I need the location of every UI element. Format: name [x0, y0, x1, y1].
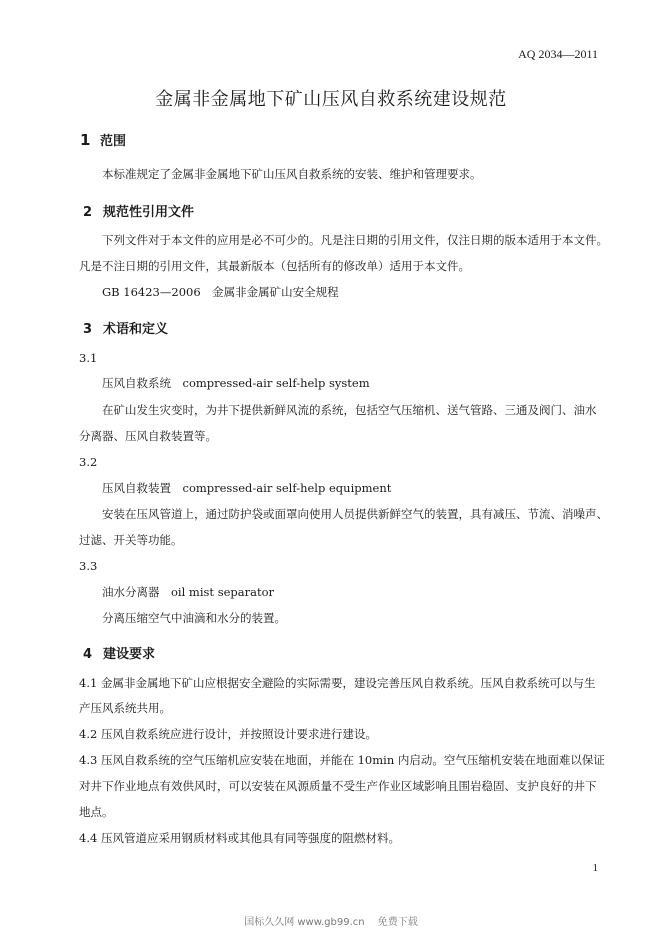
term-title: 压风自救装置 compressed-air self-help equipment — [102, 481, 392, 495]
term-definition-line: 分离器、压风自救装置等。 — [79, 429, 217, 443]
section-number: 2 — [83, 205, 93, 220]
term-number: 3.2 — [79, 455, 98, 469]
requirement-line: 4.2 压风自救系统应进行设计，并按照设计要求进行建设。 — [79, 727, 377, 741]
standard-number: AQ 2034—2011 — [518, 47, 598, 61]
term-definition-line: 过滤、开关等功能。 — [79, 533, 183, 547]
term-title: 油水分离器 oil mist separator — [102, 585, 275, 599]
section-heading-4 — [83, 643, 155, 662]
section-number: 4 — [83, 647, 93, 662]
page-title: 金属非金属地下矿山压风自救系统建设规范 — [155, 89, 507, 110]
section-title: 建设要求 — [103, 647, 156, 662]
watermark-footer: 国标久久网 www.gb99.cn 免费下载 — [244, 917, 418, 928]
requirement-line: 4.1 金属非金属地下矿山应根据安全避险的实际需要，建设完善压风自救系统。压风自救系统可以与生 — [79, 676, 596, 690]
section-heading-3 — [83, 318, 168, 337]
term-number: 3.1 — [79, 351, 98, 365]
term-definition-line: 安装在压风管道上，通过防护袋或面罩向使用人员提供新鲜空气的装置，具有减压、节流、消噪声、 — [102, 507, 608, 521]
section-title: 规范性引用文件 — [103, 205, 195, 220]
section-number: 3 — [83, 322, 93, 337]
section-heading-1 — [80, 130, 126, 149]
term-definition-line: 分离压缩空气中油滴和水分的装置。 — [102, 611, 286, 625]
normative-reference: GB 16423—2006 金属非金属矿山安全规程 — [102, 285, 339, 299]
paragraph: 本标准规定了金属非金属地下矿山压风自救系统的安装、维护和管理要求。 — [102, 167, 482, 181]
term-number: 3.3 — [79, 559, 98, 573]
section-title: 范围 — [100, 134, 127, 149]
requirement-line: 地点。 — [79, 805, 114, 819]
requirement-line: 产压风系统共用。 — [79, 701, 171, 715]
page-number: 1 — [592, 862, 598, 874]
requirement-line: 对井下作业地点有效供风时，可以安装在风源质量不受生产作业区域影响且围岩稳固、支护良好的井下 — [79, 779, 597, 793]
section-number: 1 — [80, 131, 91, 149]
section-heading-2 — [83, 201, 194, 220]
requirement-line: 4.4 压风管道应采用钢质材料或其他具有同等强度的阻燃材料。 — [79, 831, 400, 845]
paragraph-line: 下列文件对于本文件的应用是必不可少的。凡是注日期的引用文件，仅注日期的版本适用于本文件。 — [102, 233, 608, 247]
requirement-line: 4.3 压风自救系统的空气压缩机应安装在地面，并能在 10min 内启动。空气压缩机安装在地面难以保证 — [79, 753, 605, 767]
paragraph-line: 凡是不注日期的引用文件，其最新版本（包括所有的修改单）适用于本文件。 — [79, 259, 470, 273]
section-title: 术语和定义 — [103, 322, 169, 337]
term-title: 压风自救系统 compressed-air self-help system — [102, 376, 370, 390]
term-definition-line: 在矿山发生灾变时，为井下提供新鲜风流的系统，包括空气压缩机、送气管路、三通及阀门、油水 — [102, 403, 597, 417]
